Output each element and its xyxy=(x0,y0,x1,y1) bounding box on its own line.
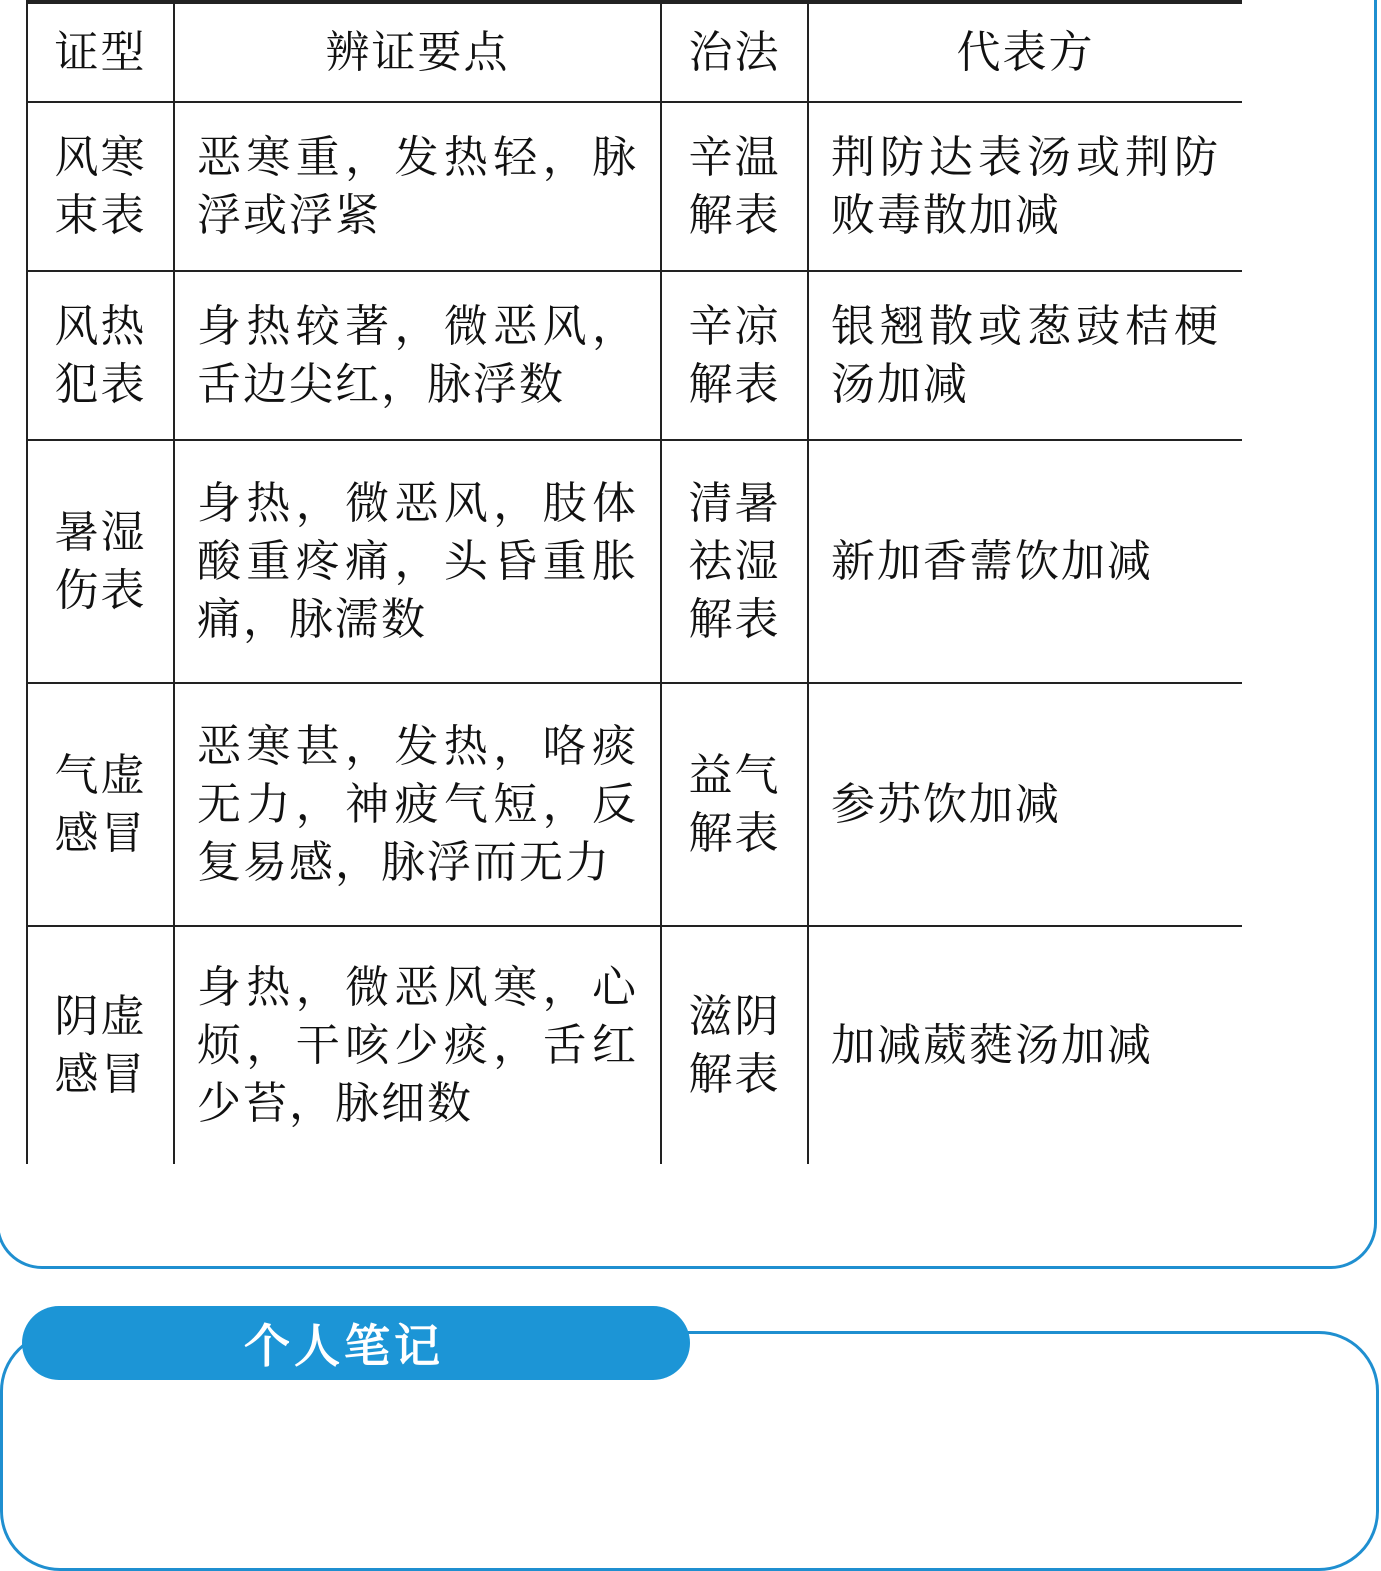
cell-treatment: 滋阴 解表 xyxy=(661,926,808,1164)
table-row xyxy=(27,271,1242,440)
table-row xyxy=(27,683,1242,926)
cell-syndrome: 风热 犯表 xyxy=(27,271,174,440)
cell-formula: 加减葳蕤汤加减 xyxy=(808,926,1242,1164)
syndrome-table xyxy=(26,0,1242,1164)
table-row xyxy=(27,102,1242,271)
table-header-row xyxy=(27,2,1242,102)
notes-title: 个人笔记 xyxy=(244,1319,444,1373)
table-row xyxy=(27,926,1242,1164)
cell-key-points: 身热，微恶风寒，心烦，干咳少痰，舌红少苔，脉细数 xyxy=(174,926,661,1164)
header-key-points: 辨证要点 xyxy=(174,2,661,102)
cell-syndrome: 暑湿 伤表 xyxy=(27,440,174,683)
cell-treatment: 清暑 祛湿 解表 xyxy=(661,440,808,683)
header-syndrome: 证型 xyxy=(27,2,174,102)
cell-key-points: 身热较著，微恶风，舌边尖红，脉浮数 xyxy=(174,271,661,440)
cell-syndrome: 风寒 束表 xyxy=(27,102,174,271)
cell-formula: 新加香薷饮加减 xyxy=(808,440,1242,683)
notes-tab xyxy=(22,1306,690,1380)
cell-syndrome: 气虚 感冒 xyxy=(27,683,174,926)
cell-key-points: 身热，微恶风，肢体酸重疼痛，头昏重胀痛，脉濡数 xyxy=(174,440,661,683)
syndrome-table-container xyxy=(26,0,1241,1171)
header-formula: 代表方 xyxy=(808,2,1242,102)
cell-formula: 参苏饮加减 xyxy=(808,683,1242,926)
cell-formula: 荆防达表汤或荆防败毒散加减 xyxy=(808,102,1242,271)
cell-treatment: 益气 解表 xyxy=(661,683,808,926)
cell-formula: 银翘散或葱豉桔梗汤加减 xyxy=(808,271,1242,440)
cell-syndrome: 阴虚 感冒 xyxy=(27,926,174,1164)
cell-key-points: 恶寒甚，发热，咯痰无力，神疲气短，反复易感，脉浮而无力 xyxy=(174,683,661,926)
cell-key-points: 恶寒重，发热轻，脉浮或浮紧 xyxy=(174,102,661,271)
header-treatment: 治法 xyxy=(661,2,808,102)
table-row xyxy=(27,440,1242,683)
cell-treatment: 辛温 解表 xyxy=(661,102,808,271)
cell-treatment: 辛凉 解表 xyxy=(661,271,808,440)
